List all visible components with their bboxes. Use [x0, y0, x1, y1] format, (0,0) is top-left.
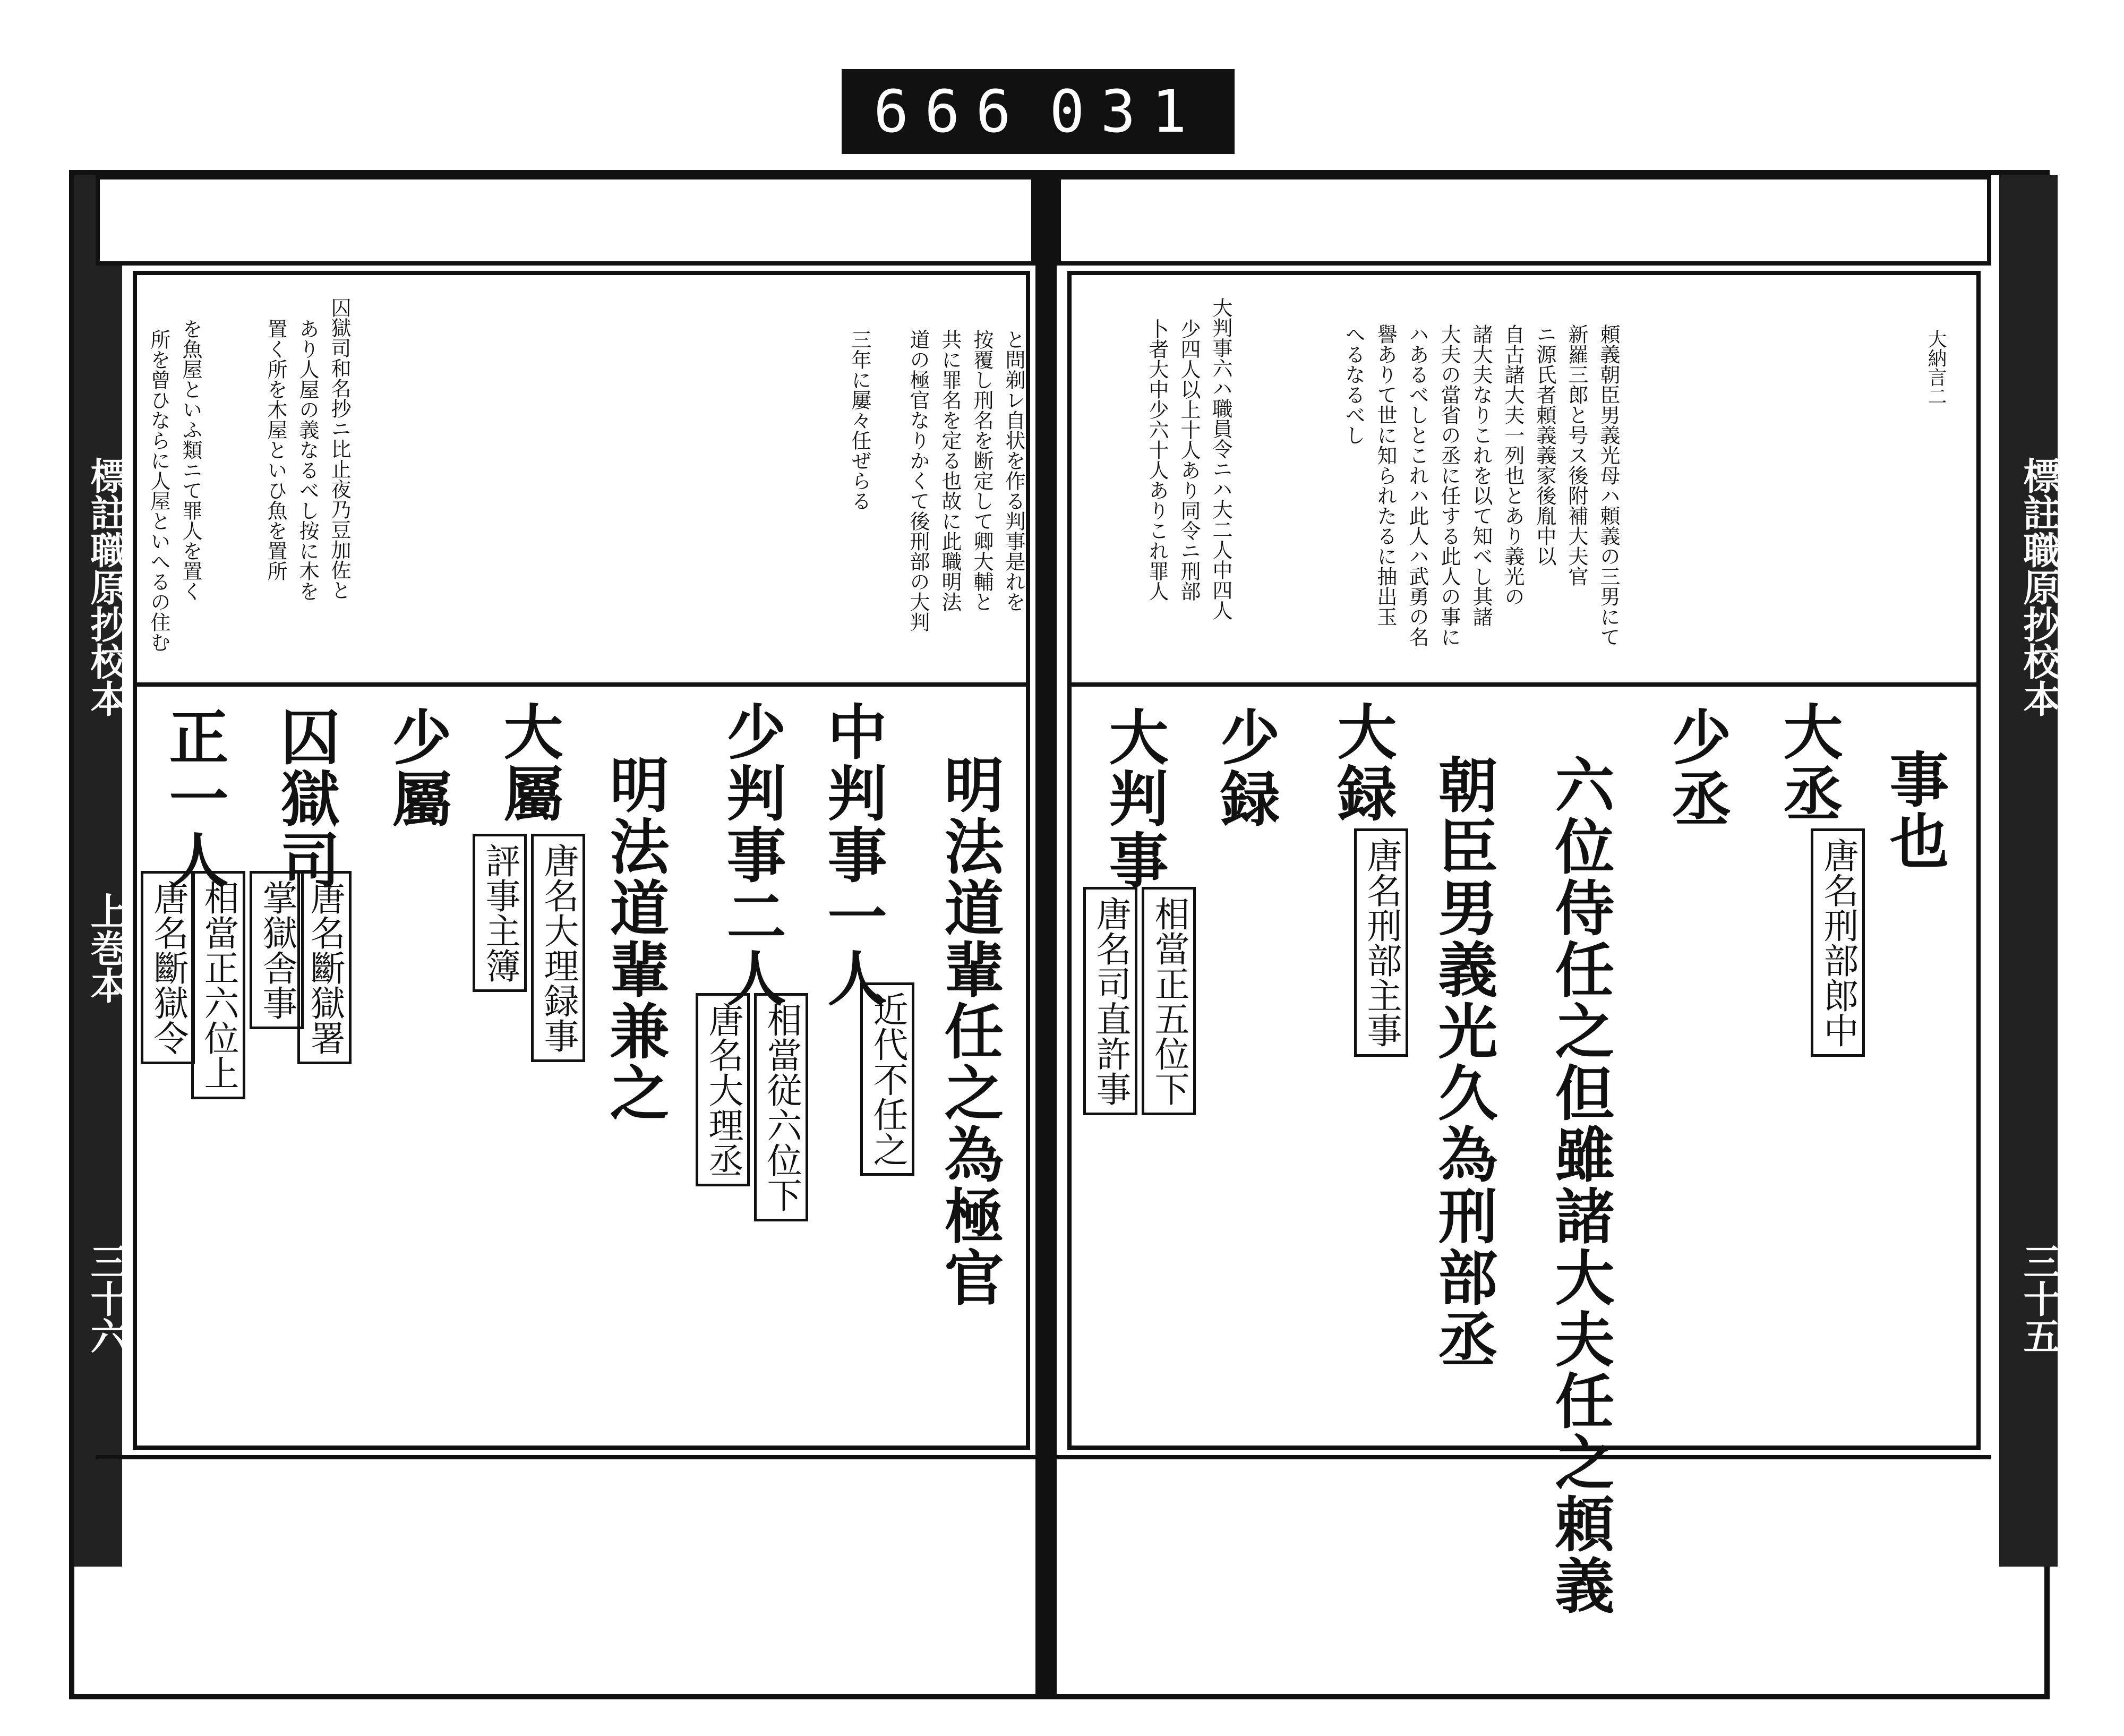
note-line: 三年に屢々任ぜらる: [848, 329, 871, 511]
note-line: と問剃レ自状を作る判事是れを: [1002, 329, 1025, 612]
note-line: 頼義朝臣男義光母ハ頼義の三男にて: [1597, 324, 1620, 647]
note-line: 共に罪名を定る也故に此職明法: [938, 329, 962, 612]
note-line: 道の極官なりかくて後刑部の大判: [906, 329, 930, 632]
note-line: ハあるべしとこれハ此人ハ武勇の名: [1406, 324, 1429, 647]
main-text-column: 事也: [1880, 749, 1949, 872]
note-line: あり人屋の義なるべし按に木を: [296, 319, 319, 601]
note-line: 新羅三郎と号ス後附補大夫官: [1565, 324, 1588, 586]
right-annotation-rule: [1067, 682, 1981, 687]
office-heading: 大丞: [1774, 701, 1843, 824]
annotation-box: 掌獄舎事: [250, 871, 304, 1029]
main-text-column: 六位侍任之但雖諸大夫任之頼義: [1545, 754, 1615, 1617]
office-heading: 囚獄司: [271, 706, 340, 891]
frame-number-left: 666: [873, 78, 1027, 146]
left-annotation-rule: [133, 682, 1030, 687]
main-text-column: 明法道輩兼之: [600, 754, 670, 1124]
left-top-margin: [96, 175, 1035, 266]
annotation-box: 相當従六位下: [754, 993, 808, 1221]
main-text-column: 朝臣男義光久為刑部丞: [1428, 754, 1498, 1370]
note-line: へるなるべし: [1342, 324, 1365, 445]
frame-number-plate: [842, 69, 1235, 154]
office-heading: 大録: [1328, 701, 1397, 824]
left-fore-edge: [74, 175, 122, 1567]
note-line: 諸大夫なりこれを以て知べし其諸: [1469, 324, 1493, 627]
right-fore-edge: [1999, 175, 2058, 1567]
office-heading: 少丞: [1662, 706, 1732, 829]
note-line: を魚屋といふ類ニて罪人を置く: [179, 319, 202, 601]
office-heading: 大判事: [1099, 706, 1169, 891]
note-line: 少四人以上十人あり同令ニ刑部: [1177, 319, 1201, 601]
note-line: 所を曾ひならに人屋といへるの住む: [147, 329, 170, 652]
note-line: 大判事六ハ職員令ニハ大二人中四人: [1209, 297, 1232, 620]
running-head: 大納言二: [1925, 329, 1947, 406]
note-line: ニ源氏者頼義義家後胤中以: [1533, 324, 1556, 566]
annotation-box: 評事主簿: [473, 834, 527, 992]
note-line: 譽ありて世に知られたるに抽出玉: [1374, 324, 1397, 627]
note-line: 囚獄司和名抄ニ比止夜乃豆加佐と: [328, 297, 351, 600]
main-text-column: 明法道輩任之為極官: [935, 754, 1004, 1309]
right-edge-page-number: 三十五: [2017, 1243, 2061, 1354]
annotation-box: 唐名大理丞: [696, 993, 750, 1186]
office-heading: 少判事二人: [717, 701, 786, 1009]
annotation-box: 唐名刑部郎中: [1811, 828, 1865, 1057]
left-edge-page-number: 三十六: [84, 1243, 129, 1354]
annotation-box: 相當正六位上: [191, 871, 245, 1099]
annotation-box: 唐名司直許事: [1083, 887, 1137, 1115]
note-line: 置く所を木屋といひ魚を置所: [264, 319, 287, 581]
book-spine: [1035, 170, 1057, 1699]
office-heading: 中判事一人: [818, 701, 887, 1009]
office-heading: 少屬: [382, 706, 452, 829]
left-edge-title: 標註職原抄校本: [84, 457, 129, 717]
note-line: 大夫の當省の丞に任する此人の事に: [1437, 324, 1461, 647]
office-heading: 正一人: [159, 706, 229, 891]
office-heading: 大屬: [494, 701, 563, 824]
annotation-box: 近代不任之: [860, 982, 914, 1176]
annotation-box: 唐名刑部主事: [1354, 828, 1408, 1057]
annotation-box: 相當正五位下: [1142, 887, 1196, 1115]
left-edge-subtitle: 上巻本: [84, 892, 129, 1004]
right-bottom-margin: [1057, 1455, 1991, 1566]
office-heading: 少録: [1211, 706, 1280, 829]
left-bottom-margin: [96, 1455, 1035, 1566]
annotation-box: 唐名大理録事: [531, 834, 585, 1062]
right-top-margin: [1057, 175, 1991, 266]
note-line: 自古諸大夫一列也とあり義光の: [1501, 324, 1525, 606]
annotation-box: 唐名斷獄令: [141, 871, 195, 1064]
annotation-box: 唐名斷獄署: [297, 871, 352, 1064]
note-line: 按覆し刑名を断定して卿大輔と: [970, 329, 994, 612]
right-edge-title: 標註職原抄校本: [2017, 457, 2061, 717]
frame-number-right: 031: [1049, 78, 1203, 146]
note-line: 卜者大中少六十人ありこれ罪人: [1145, 319, 1169, 601]
